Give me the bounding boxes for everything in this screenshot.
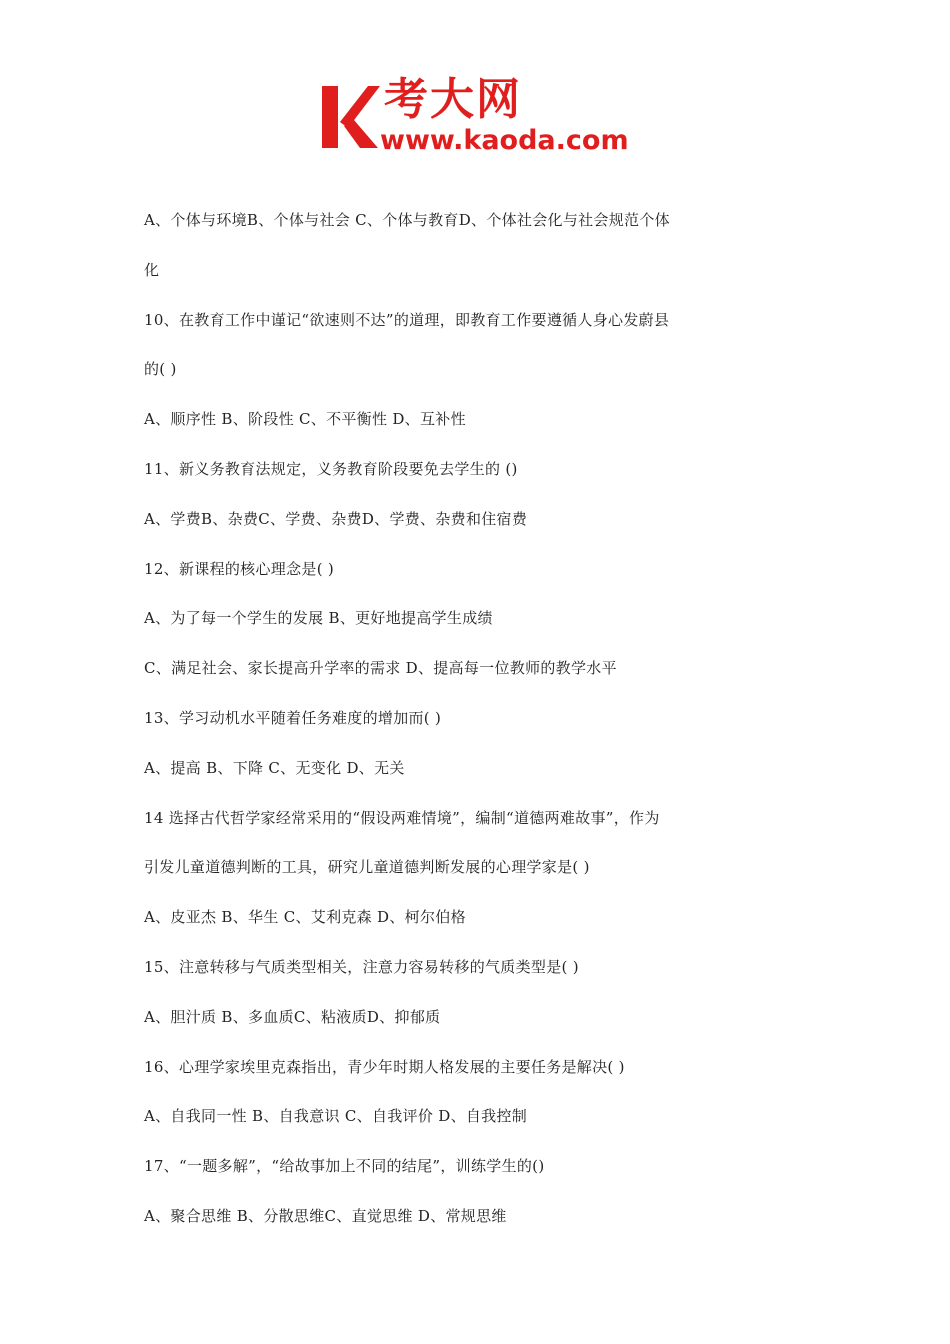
answer-options: A、为了每一个学生的发展 B、更好地提高学生成绩 (144, 609, 493, 628)
question-15: 15、注意转移与气质类型相关，注意力容易转移的气质类型是( ) (144, 957, 579, 976)
exam-content (144, 196, 784, 1242)
logo-title: 考大网 (384, 74, 522, 125)
question-10: 10、在教育工作中谨记“欲速则不达”的道理，即教育工作要遵循人身心发蔚县 (144, 310, 670, 329)
answer-options: A、皮亚杰 B、华生 C、艾利克森 D、柯尔伯格 (144, 908, 466, 927)
question-14: 14 选择古代哲学家经常采用的“假设两难情境”，编制“道德两难故事”，作为 (144, 808, 660, 827)
answer-options: A、提高 B、下降 C、无变化 D、无关 (144, 758, 405, 777)
text-line: 引发儿童道德判断的工具，研究儿童道德判断发展的心理学家是( ) (144, 858, 590, 877)
answer-options: A、胆汁质 B、多血质C、粘液质D、抑郁质 (144, 1007, 441, 1026)
text-line: A、个体与环境B、个体与社会 C、个体与教育D、个体社会化与社会规范个体 (144, 211, 670, 229)
answer-options: A、顺序性 B、阶段性 C、不平衡性 D、互补性 (144, 410, 466, 429)
answer-options: A、学费B、杂费C、学费、杂费D、学费、杂费和住宿费 (144, 509, 528, 528)
logo-url: www.kaoda.com (380, 125, 629, 156)
question-17: 17、“一题多解”，“给故事加上不同的结尾”，训练学生的() (144, 1157, 545, 1176)
question-16: 16、心理学家埃里克森指出，青少年时期人格发展的主要任务是解决( ) (144, 1057, 625, 1076)
question-13: 13、学习动机水平随着任务难度的增加而( ) (144, 708, 442, 727)
kaoda-logo (318, 74, 638, 162)
k-logo-icon (318, 82, 380, 152)
text-line: 化 (144, 260, 160, 279)
question-12: 12、新课程的核心理念是( ) (144, 559, 335, 578)
answer-options: C、满足社会、家长提高升学率的需求 D、提高每一位教师的教学水平 (144, 659, 617, 678)
answer-options: A、自我同一性 B、自我意识 C、自我评价 D、自我控制 (144, 1107, 528, 1126)
text-line: 的( ) (144, 360, 177, 379)
answer-options: A、聚合思维 B、分散思维C、直觉思维 D、常规思维 (144, 1206, 507, 1225)
question-11: 11、新义务教育法规定，义务教育阶段要免去学生的 () (144, 459, 518, 478)
